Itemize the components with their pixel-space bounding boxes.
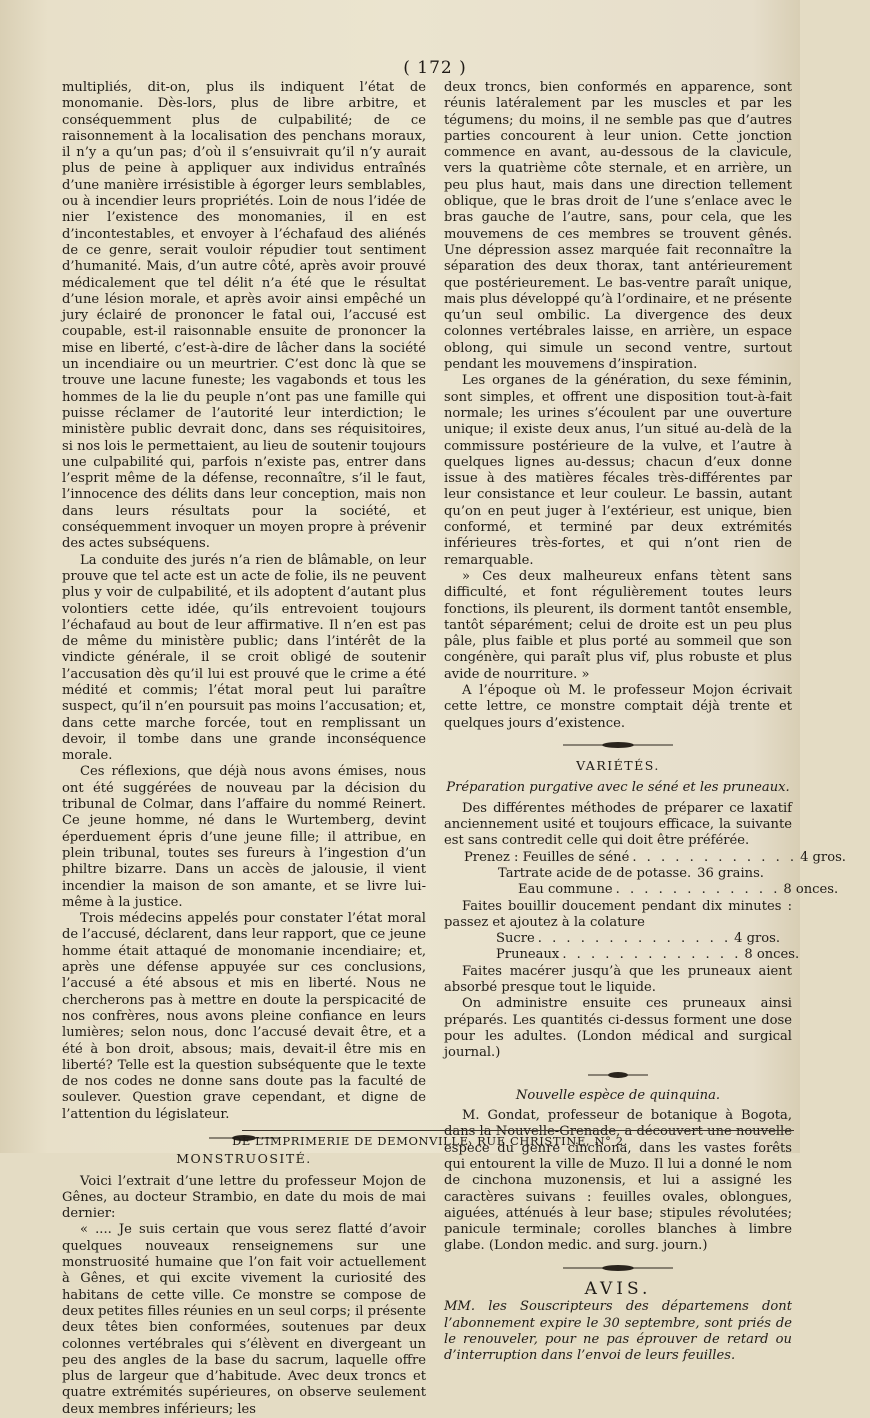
recipe-quantity: 8 onces. xyxy=(744,947,800,963)
footer-rule xyxy=(242,1130,794,1131)
recipe-ingredient: Eau commune xyxy=(518,882,613,898)
leader-dots: . . . . . . . . . . . . . . xyxy=(537,931,732,947)
article-title-preparation: Préparation purgative avec le séné et les pruneaux. xyxy=(446,780,790,796)
paragraph: M. Gondat, professeur de botanique à Bogota, dans la Nouvelle-Grenade, a découvert une nouvelle espèce du genre cinchona, dans les vastes forêts qui entourent la ville de Muzo. Il lui a donné le nom de cinchona muzonensis, et lui a assigné les caractères suivans : feuilles ovales, oblongues, aiguées, atténués à leur base; stipules révolutées; panicule terminale; corolles blanches à limbre glabe. (London medic. and surg. journ.) xyxy=(444,1108,792,1254)
paragraph: Ces réflexions, que déjà nous avons émises, nous ont été suggérées de nouveau par la décision du tribunal de Colmar, dans l’affaire du nommé Reinert. Ce jeune homme, né dans le Wurtemberg, devint éperduement épris d’une jeune fille; il attribue, en plein tribunal, toutes ses fureurs à l’ingestion d’un philtre bizarre. Dans un accès de jalousie, il vient incendier la maison de son amante, et se livre lui-même à la justice. xyxy=(62,764,426,910)
paragraph: La conduite des jurés n’a rien de blâmable, on leur prouve que tel acte est un acte de folie, ils ne peuvent plus y voir de culpabilité, et ils adoptent d’autant plus volontiers cette idée, qu’ils entrevoient toujours l’échafaud au bout de leur affirmative. Il n’en est pas de même du ministère public; dans l’intérêt de la vindicte générale, il se croit obligé de soutenir l’accusation dès qu’il lui est prouvé que le crime a été médité et commis; l’état moral peut lui paraître suspect, qu’il n’en poursuit pas moins l’accusation; et, dans cette marche forcée, tout en remplissant un devoir, il tombe dans une grande inconséquence morale. xyxy=(62,552,426,764)
left-column xyxy=(62,80,426,1418)
recipe-quantity: 8 onces. xyxy=(783,882,839,898)
paragraph: Faites macérer jusqu’à que les pruneaux aient absorbé presque tout le liquide. xyxy=(444,963,792,996)
page-number: ( 172 ) xyxy=(403,58,467,78)
leader-dots: . . . . . . . . . . . . . xyxy=(562,947,742,963)
avis-notice: MM. les Souscripteurs des départemens dont l’abonnement expire le 30 septembre, sont priés de le renouveler, pour ne pas éprouver de retard ou d’interruption dans l’envoi de leurs feuilles. xyxy=(444,1299,792,1364)
paragraph: » Ces deux malheureux enfans tètent sans difficulté, et font régulièrement toutes leurs fonctions, ils pleurent, ils dorment tantôt ensemble, tantôt séparément; celui de droite est un peu plus pâle, plus faible et plus porté au sommeil que son congénère, qui paraît plus vif, plus robuste et plus avide de nourriture. » xyxy=(444,568,792,682)
recipe-item xyxy=(464,849,846,866)
avis-title: AVIS. xyxy=(584,1279,652,1300)
right-column xyxy=(444,80,846,1365)
paragraph: On administre ensuite ces pruneaux ainsi préparés. Les quantités ci-dessus forment une dose pour les adultes. (London médical and surgical journal.) xyxy=(444,996,792,1061)
recipe-quantity: 36 grains. xyxy=(697,865,764,881)
section-title-varietes: VARIÉTÉS. xyxy=(576,758,660,774)
paragraph: multipliés, dit-on, plus ils indiquent l’état de monomanie. Dès-lors, plus de libre arbitre, et conséquemment plus de culpabilité; de ce raisonnement à la localisation des penchans moraux, il n’y a qu’un pas; d’où il s’ensuivrait qu’il n’y aurait plus de peine à appliquer aux individus entraînés d’une manière irrésistible à égorger leurs semblables, ou à incendier leurs propriétés. Loin de nous l’idée de nier l’existence des monomanies, il en est d’incontestables, et envoyer à l’échafaud des aliénés de ce genre, serait vouloir répudier tout sentiment d’humanité. Mais, d’un autre côté, après avoir prouvé médicalement que tel délit n’a été que le résultat d’une lésion morale, et après avoir ainsi empêché un jury éclairé de prononcer le fatal oui, l’accusé est coupable, est-il raisonnable ensuite de prononcer la mise en liberté, c’est-à-dire de lâcher dans la société un incendiaire ou un meurtrier. C’est donc là que se trouve une lacune funeste; les vagabonds et tous les hommes de la lie du peuple n’ont pas une famille qui puisse réclamer de l’autorité leur interdiction; le ministère public devrait donc, dans ses réquisitoires, si nos lois le permettaient, au lieu de soutenir toujours une culpabilité qui, parfois n’existe pas, entrer dans l’esprit même de la défense, reconnaître, s’il le faut, l’innocence des délits dans leur conception, mais non dans leurs résultats pour la société, et conséquemment invoquer un moyen propre à prévenir des actes subséquens. xyxy=(62,80,426,552)
paragraph: Les organes de la génération, du sexe féminin, sont simples, et offrent une disposition tout-à-fait normale; les urines s’écoulent par une ouverture unique; il existe deux anus, l’un situé au-delà de la commissure postérieure de la vulve, et l’autre à quelques lignes au-dessus; chacun d’eux donne issue à des matières fécales très-différentes par leur consistance et leur couleur. Le bassin, autant qu’on en peut juger à l’extérieur, est unique, bien conformé, et terminé par deux extrémités inférieures très-fortes, et qui n’ont rien de remarquable. xyxy=(444,373,792,568)
leader-dots: . . . . . . . . . . . . xyxy=(615,882,781,898)
paragraph: Faites bouillir doucement pendant dix minutes : passez et ajoutez à la colature xyxy=(444,898,792,930)
recipe-list xyxy=(444,931,800,964)
recipe-item xyxy=(496,931,781,947)
recipe-ingredient: Pruneaux xyxy=(496,947,560,963)
paragraph: Des différentes méthodes de préparer ce laxatif anciennement usité et toujours efficace, la suivante est sans contredit celle qui doit être préférée. xyxy=(444,800,792,849)
ornament-divider xyxy=(444,1068,792,1084)
recipe-item xyxy=(464,882,839,898)
leader-dots: . . . . . . . . . . . . xyxy=(632,849,798,865)
recipe-quantity: 4 gros. xyxy=(734,931,781,947)
article-title-quinquina: Nouvelle espèce de quinquina. xyxy=(515,1087,721,1103)
recipe-ingredient: Tartrate acide de de potasse. xyxy=(498,865,692,881)
ornament-divider xyxy=(444,1261,792,1277)
recipe-item xyxy=(496,947,800,963)
printer-imprint: DE L’IMPRIMERIE DE DEMONVILLE, RUE CHRISTINE, N° 2. xyxy=(232,1134,628,1148)
recipe-list xyxy=(444,849,846,899)
paragraph: Voici l’extrait d’une lettre du professeur Mojon de Gênes, au docteur Strambio, en date du mois de mai dernier: xyxy=(62,1173,426,1222)
paragraph: deux troncs, bien conformés en apparence, sont réunis latéralement par les muscles et par les tégumens; du moins, il ne semble pas que d’autres parties concourent à leur union. Cette jonction commence en avant, au-dessous de la clavicule, vers la quatrième côte sternale, et en arrière, un peu plus haut, mais dans une direction tellement oblique, que le bras droit de l’une s’enlace avec le bras gauche de l’autre, sans, pour cela, que les mouvemens de ces membres se trouvent gênés. Une dépression assez marquée fait reconnaître la séparation des deux thorax, tant antérieurement que postérieurement. Le bas-ventre paraît unique, mais plus développé qu’à l’ordinaire, et ne présente qu’un seul ombilic. La divergence des deux colonnes vertébrales laisse, en arrière, un espace oblong, qui simule un second ventre, surtout pendant les mouvemens d’inspiration. xyxy=(444,80,792,373)
recipe-ingredient: Sucre xyxy=(496,931,535,947)
section-title-monstruosite: MONSTRUOSITÉ. xyxy=(176,1151,312,1167)
recipe-quantity: 4 gros. xyxy=(800,849,846,865)
paragraph: Trois médecins appelés pour constater l’état moral de l’accusé, déclarent, dans leur rapport, que ce jeune homme était attaqué de monomanie incendiaire; et, après une défense appuyée sur ces conclusions, l’accusé a été absous et mis en liberté. Nous ne chercherons pas à mettre en doute la perspicacité de nos confrères, nous avons pleine confiance en leurs lumières; selon nous, donc l’accusé devait être, et a été à bon droit, absous; mais, devait-il être mis en liberté? Telle est la question subséquente que le texte de nos codes ne donne sans doute pas la faculté de soulever. Question grave cependant, et digne de l’attention du législateur. xyxy=(62,911,426,1122)
recipe-ingredient: Prenez : Feuilles de séné xyxy=(464,849,630,865)
recipe-item xyxy=(464,865,764,882)
paragraph: « .... Je suis certain que vous serez flatté d’avoir quelques nouveaux renseignemens sur une monstruosité humaine que l’on fait voir actuellement à Gênes, et qui excite vivement la curiosité des habitans de cette ville. Ce monstre se compose de deux petites filles réunies en un seul corps; il présente deux têtes bien conformées, soutenues par deux colonnes vertébrales qui s’élèvent en divergeant un peu des angles de la base du sacrum, laquelle offre plus de largeur que d’habitude. Avec deux troncs et quatre extrémités supérieures, on observe seulement deux membres inférieurs; les xyxy=(62,1222,426,1417)
paragraph: A l’époque où M. le professeur Mojon écrivait cette lettre, ce monstre comptait déjà trente et quelques jours d’existence. xyxy=(444,682,792,731)
ornament-divider xyxy=(444,738,792,754)
